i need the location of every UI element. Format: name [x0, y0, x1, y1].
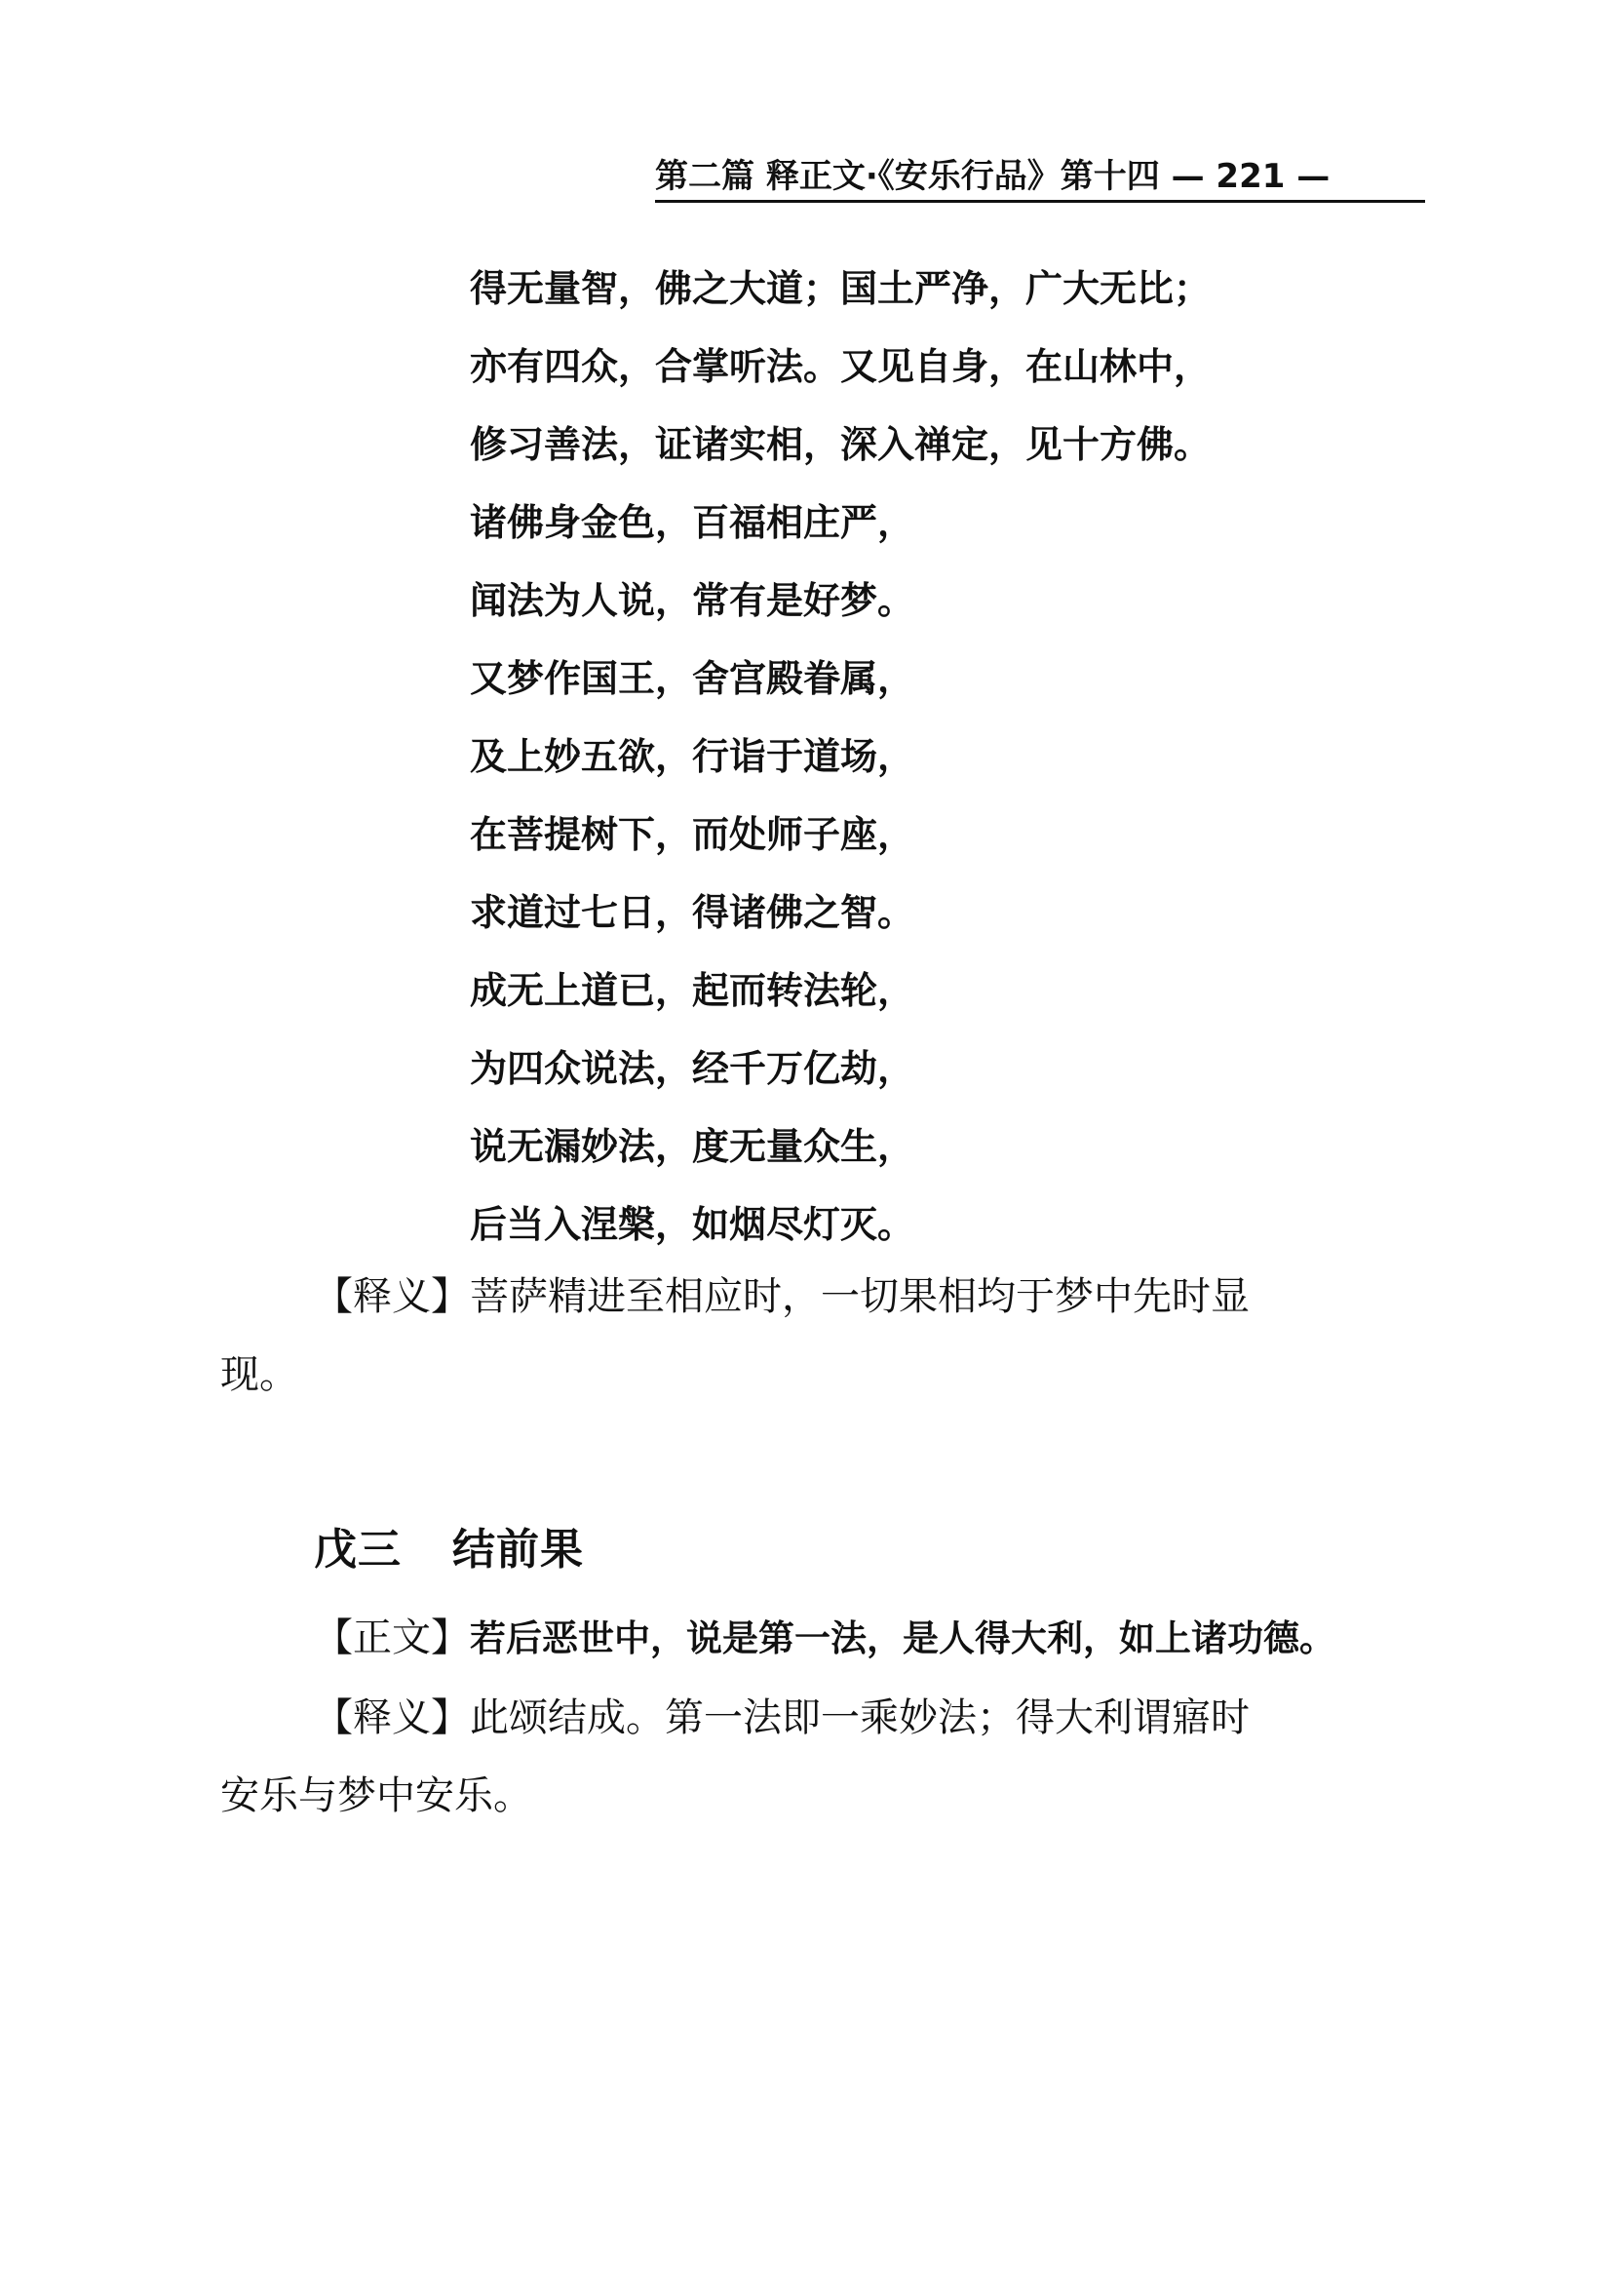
verse-line: 亦有四众，合掌听法。又见自身，在山林中，: [470, 345, 1212, 388]
commentary-paragraph-2-continued: [220, 1757, 532, 1835]
scripture-paragraph: [314, 1599, 1335, 1678]
commentary-text: 安乐与梦中安乐。: [220, 1773, 532, 1818]
section-number: 戊三: [314, 1525, 402, 1575]
commentary-paragraph-2: [314, 1679, 1250, 1757]
header-rule: [655, 200, 1425, 203]
verse-block: [470, 259, 1445, 1273]
section-heading: [314, 1521, 584, 1579]
verse-line: 诸佛身金色，百福相庄严，: [470, 501, 915, 544]
running-header: 第二篇 释正文·《安乐行品》第十四 — 221 —: [655, 157, 1331, 196]
commentary-text: 此颂结成。第一法即一乘妙法；得大利谓寤时: [470, 1695, 1250, 1740]
verse-line: 在菩提树下，而处师子座，: [470, 813, 915, 856]
verse-line: 为四众说法，经千万亿劫，: [470, 1047, 915, 1090]
commentary-label: 【释义】: [314, 1695, 470, 1740]
commentary-text: 菩萨精进至相应时，一切果相均于梦中先时显: [470, 1274, 1250, 1319]
commentary-text: 现。: [220, 1352, 298, 1397]
verse-line: 求道过七日，得诸佛之智。: [470, 891, 915, 934]
verse-line: 得无量智，佛之大道；国土严净，广大无比；: [470, 267, 1212, 310]
verse-line: 闻法为人说，常有是好梦。: [470, 579, 915, 622]
verse-line: 及上妙五欲，行诣于道场，: [470, 735, 915, 778]
verse-line: 修习善法，证诸实相，深入禅定，见十方佛。: [470, 423, 1212, 466]
verse-line: 又梦作国王，舍宫殿眷属，: [470, 657, 915, 700]
verse-line: 说无漏妙法，度无量众生，: [470, 1125, 915, 1168]
commentary-paragraph-1-continued: [220, 1336, 298, 1414]
scripture-label: 【正文】: [314, 1615, 470, 1660]
verse-line: 成无上道已，起而转法轮，: [470, 969, 915, 1012]
commentary-label: 【释义】: [314, 1274, 470, 1319]
verse-line: 后当入涅槃，如烟尽灯灭。: [470, 1203, 915, 1246]
commentary-paragraph-1: [314, 1258, 1250, 1336]
section-title: 结前果: [452, 1525, 584, 1575]
scripture-text: 若后恶世中，说是第一法，是人得大利，如上诸功德。: [470, 1617, 1335, 1659]
